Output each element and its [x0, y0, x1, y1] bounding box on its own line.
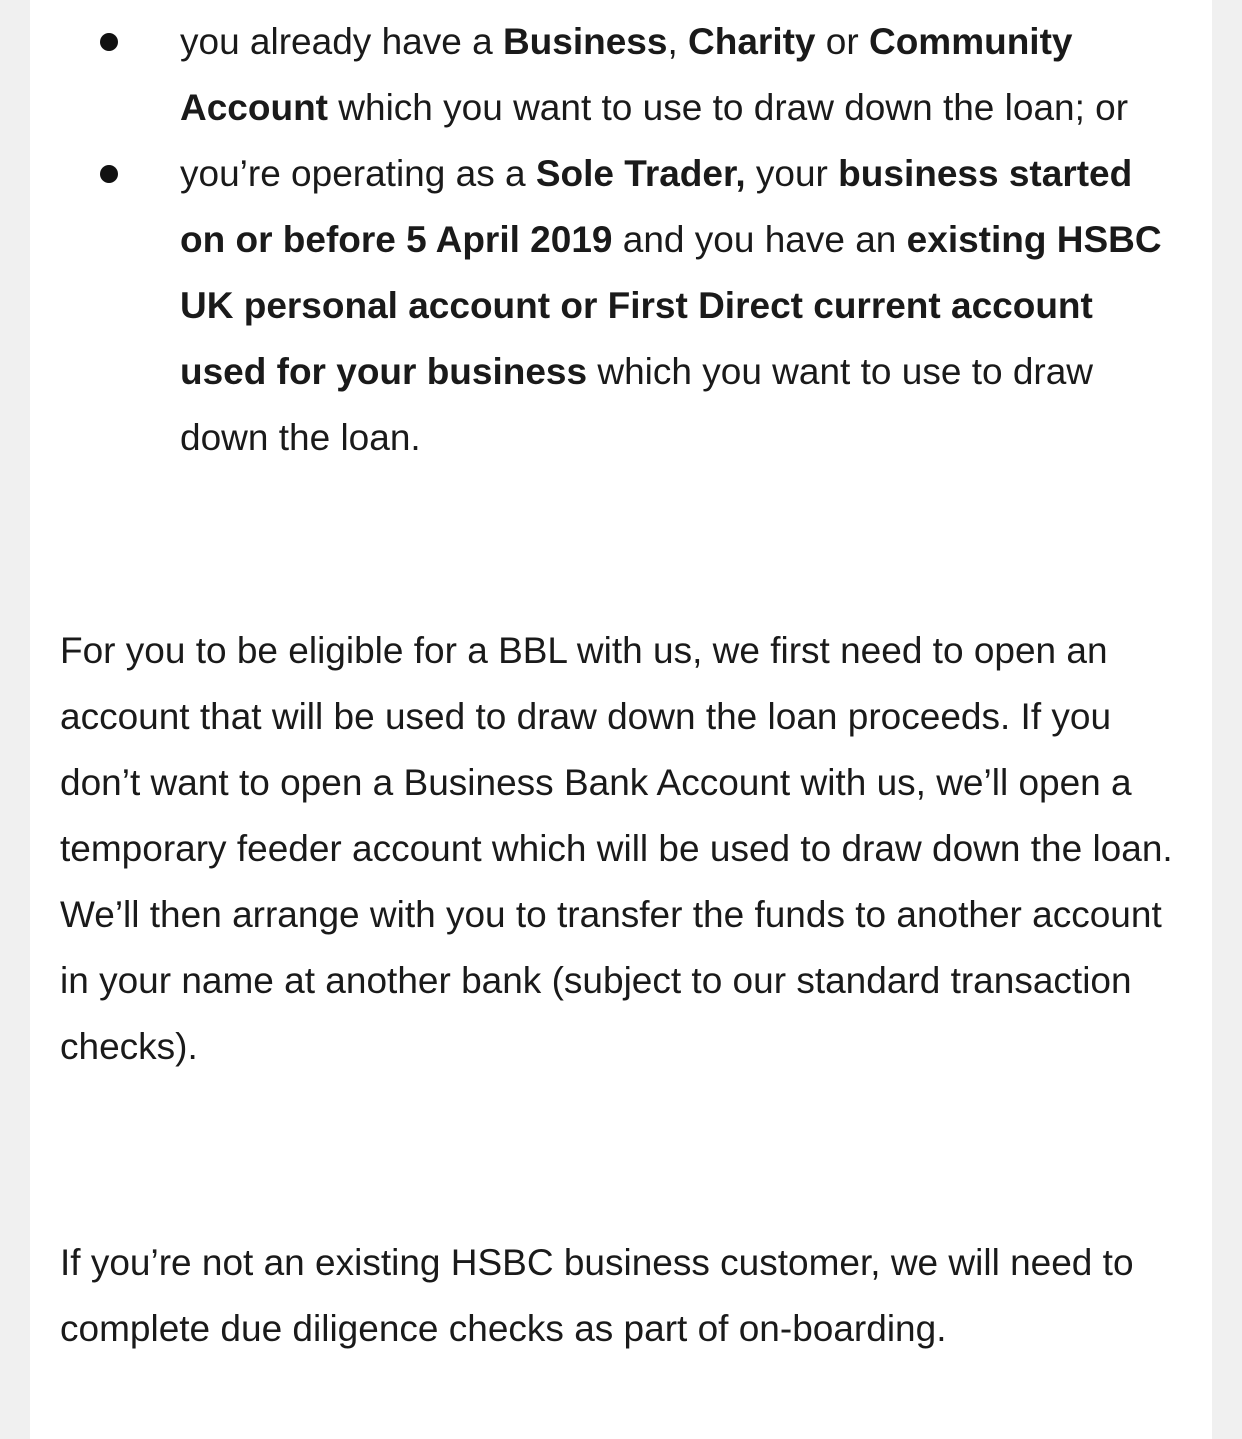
bullet-text: you already have a Business, Charity or Community Account which you want to use to draw down the loan; or — [180, 21, 1129, 128]
bullet-item-sole-trader — [180, 141, 1185, 471]
document-content — [60, 9, 1185, 1362]
due-diligence-paragraph: If you’re not an existing HSBC business customer, we will need to complete due diligence checks as part of on-boarding. — [60, 1242, 1134, 1349]
bullet-item-existing-account — [180, 9, 1185, 141]
bullet-dot-icon — [100, 165, 118, 183]
eligibility-paragraph: For you to be eligible for a BBL with us, we first need to open an account that will be used to draw down the loan proceeds. If you don’t want to open a Business Bank Account with us, we’ll open a temporary feeder account which will be used to draw down the loan. We’ll then arrange with you to transfer the funds to another account in your name at another bank (subject to our standard transaction checks). — [60, 630, 1173, 1067]
bullet-text: you’re operating as a Sole Trader, your business started on or before 5 April 2019 and you have an existing HSBC UK personal account or First Direct current account used for your business which you want to use to draw down the loan. — [180, 153, 1162, 458]
eligibility-bullet-list — [60, 9, 1185, 471]
document-page — [30, 0, 1212, 1439]
bullet-dot-icon — [100, 33, 118, 51]
